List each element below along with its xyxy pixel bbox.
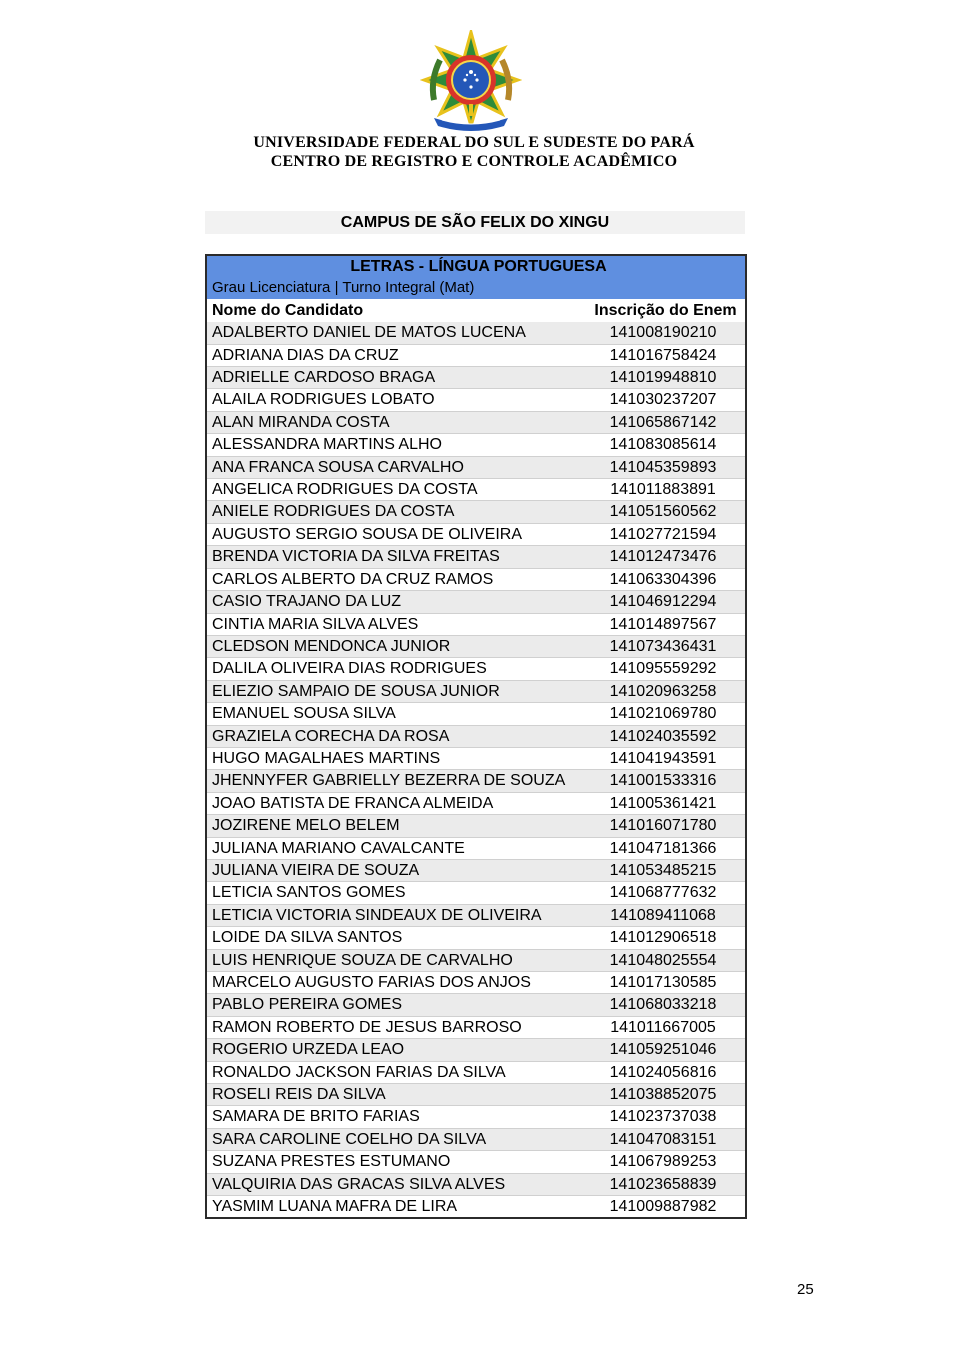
- table-row: [206, 344, 746, 366]
- table-header-row: [206, 299, 746, 321]
- candidate-enem-number: 141016758424: [581, 344, 746, 366]
- candidate-name: CINTIA MARIA SILVA ALVES: [206, 613, 581, 635]
- candidate-name: ALAILA RODRIGUES LOBATO: [206, 389, 581, 411]
- candidate-enem-number: 141047083151: [581, 1128, 746, 1150]
- candidate-enem-number: 141030237207: [581, 389, 746, 411]
- candidate-name: RAMON ROBERTO DE JESUS BARROSO: [206, 1016, 581, 1038]
- table-row: [206, 994, 746, 1016]
- course-grade: Grau Licenciatura | Turno Integral (Mat): [206, 277, 746, 299]
- candidate-enem-number: 141063304396: [581, 568, 746, 590]
- university-name: UNIVERSIDADE FEDERAL DO SUL E SUDESTE DO PARÁ: [253, 134, 695, 151]
- candidate-name: ELIEZIO SAMPAIO DE SOUSA JUNIOR: [206, 680, 581, 702]
- candidate-name: BRENDA VICTORIA DA SILVA FREITAS: [206, 546, 581, 568]
- candidate-enem-number: 141008190210: [581, 322, 746, 344]
- candidate-enem-number: 141041943591: [581, 747, 746, 769]
- table-row: [206, 815, 746, 837]
- candidate-name: GRAZIELA CORECHA DA ROSA: [206, 725, 581, 747]
- table-row: [206, 635, 746, 657]
- candidate-name: HUGO MAGALHAES MARTINS: [206, 747, 581, 769]
- candidate-name: ANGELICA RODRIGUES DA COSTA: [206, 479, 581, 501]
- table-row: [206, 882, 746, 904]
- table-row: [206, 546, 746, 568]
- course-title-row: [206, 255, 746, 277]
- candidate-name: JULIANA MARIANO CAVALCANTE: [206, 837, 581, 859]
- table-row: [206, 904, 746, 926]
- table-row: [206, 389, 746, 411]
- candidate-enem-number: 141020963258: [581, 680, 746, 702]
- candidate-enem-number: 141027721594: [581, 523, 746, 545]
- table-row: [206, 1016, 746, 1038]
- column-header-enem: Inscrição do Enem: [581, 299, 746, 321]
- candidate-enem-number: 141016071780: [581, 815, 746, 837]
- candidate-name: LETICIA VICTORIA SINDEAUX DE OLIVEIRA: [206, 904, 581, 926]
- candidate-enem-number: 141051560562: [581, 501, 746, 523]
- candidate-name: YASMIM LUANA MAFRA DE LIRA: [206, 1196, 581, 1219]
- table-row: [206, 1173, 746, 1195]
- candidate-enem-number: 141009887982: [581, 1196, 746, 1219]
- table-row: [206, 411, 746, 433]
- candidate-name: JOAO BATISTA DE FRANCA ALMEIDA: [206, 792, 581, 814]
- table-row: [206, 501, 746, 523]
- candidate-enem-number: 141019948810: [581, 367, 746, 389]
- candidate-name: RONALDO JACKSON FARIAS DA SILVA: [206, 1061, 581, 1083]
- candidate-name: JULIANA VIEIRA DE SOUZA: [206, 859, 581, 881]
- candidate-enem-number: 141048025554: [581, 949, 746, 971]
- candidate-enem-number: 141005361421: [581, 792, 746, 814]
- course-name: LETRAS - LÍNGUA PORTUGUESA: [206, 255, 746, 277]
- table-row: [206, 1039, 746, 1061]
- table-row: [206, 859, 746, 881]
- table-row: [206, 1151, 746, 1173]
- table-row: [206, 703, 746, 725]
- candidate-enem-number: 141024056816: [581, 1061, 746, 1083]
- candidate-enem-number: 141065867142: [581, 411, 746, 433]
- candidate-name: LETICIA SANTOS GOMES: [206, 882, 581, 904]
- candidate-enem-number: 141083085614: [581, 434, 746, 456]
- table-row: [206, 1106, 746, 1128]
- candidate-name: LUIS HENRIQUE SOUZA DE CARVALHO: [206, 949, 581, 971]
- candidate-enem-number: 141089411068: [581, 904, 746, 926]
- candidate-enem-number: 141068033218: [581, 994, 746, 1016]
- candidate-enem-number: 141023658839: [581, 1173, 746, 1195]
- candidate-enem-number: 141014897567: [581, 613, 746, 635]
- candidate-enem-number: 141073436431: [581, 635, 746, 657]
- candidate-name: EMANUEL SOUSA SILVA: [206, 703, 581, 725]
- table-row: [206, 792, 746, 814]
- candidate-enem-number: 141024035592: [581, 725, 746, 747]
- candidate-name: JOZIRENE MELO BELEM: [206, 815, 581, 837]
- candidate-enem-number: 141095559292: [581, 658, 746, 680]
- table-row: [206, 568, 746, 590]
- column-header-name: Nome do Candidato: [206, 299, 581, 321]
- candidate-enem-number: 141017130585: [581, 972, 746, 994]
- candidate-name: CASIO TRAJANO DA LUZ: [206, 591, 581, 613]
- candidate-name: SARA CAROLINE COELHO DA SILVA: [206, 1128, 581, 1150]
- candidates-table: [205, 254, 747, 1219]
- page-number: 25: [797, 1281, 814, 1298]
- candidate-enem-number: 141011667005: [581, 1016, 746, 1038]
- table-row: [206, 1084, 746, 1106]
- table-row: [206, 1061, 746, 1083]
- table-row: [206, 456, 746, 478]
- table-row: [206, 949, 746, 971]
- candidate-name: PABLO PEREIRA GOMES: [206, 994, 581, 1016]
- candidate-name: ADRIELLE CARDOSO BRAGA: [206, 367, 581, 389]
- brazil-coat-of-arms-icon: [420, 30, 522, 134]
- table-row: [206, 1196, 746, 1219]
- table-row: [206, 837, 746, 859]
- candidate-name: CLEDSON MENDONCA JUNIOR: [206, 635, 581, 657]
- table-row: [206, 972, 746, 994]
- candidate-name: AUGUSTO SERGIO SOUSA DE OLIVEIRA: [206, 523, 581, 545]
- table-row: [206, 591, 746, 613]
- candidate-enem-number: 141012473476: [581, 546, 746, 568]
- candidate-name: SUZANA PRESTES ESTUMANO: [206, 1151, 581, 1173]
- candidate-name: ROSELI REIS DA SILVA: [206, 1084, 581, 1106]
- candidate-name: VALQUIRIA DAS GRACAS SILVA ALVES: [206, 1173, 581, 1195]
- candidate-enem-number: 141045359893: [581, 456, 746, 478]
- candidate-name: ALAN MIRANDA COSTA: [206, 411, 581, 433]
- candidate-name: CARLOS ALBERTO DA CRUZ RAMOS: [206, 568, 581, 590]
- table-row: [206, 523, 746, 545]
- candidate-name: ALESSANDRA MARTINS ALHO: [206, 434, 581, 456]
- candidate-name: LOIDE DA SILVA SANTOS: [206, 927, 581, 949]
- candidate-enem-number: 141046912294: [581, 591, 746, 613]
- candidate-enem-number: 141001533316: [581, 770, 746, 792]
- table-row: [206, 434, 746, 456]
- table-row: [206, 927, 746, 949]
- candidate-name: DALILA OLIVEIRA DIAS RODRIGUES: [206, 658, 581, 680]
- candidate-enem-number: 141067989253: [581, 1151, 746, 1173]
- candidate-name: SAMARA DE BRITO FARIAS: [206, 1106, 581, 1128]
- candidate-name: ANIELE RODRIGUES DA COSTA: [206, 501, 581, 523]
- candidate-enem-number: 141038852075: [581, 1084, 746, 1106]
- course-grade-row: [206, 277, 746, 299]
- table-row: [206, 479, 746, 501]
- candidate-enem-number: 141059251046: [581, 1039, 746, 1061]
- candidate-name: ROGERIO URZEDA LEAO: [206, 1039, 581, 1061]
- candidate-enem-number: 141012906518: [581, 927, 746, 949]
- candidate-enem-number: 141053485215: [581, 859, 746, 881]
- candidate-enem-number: 141023737038: [581, 1106, 746, 1128]
- table-row: [206, 658, 746, 680]
- candidate-name: ANA FRANCA SOUSA CARVALHO: [206, 456, 581, 478]
- table-row: [206, 322, 746, 344]
- table-row: [206, 367, 746, 389]
- table-row: [206, 747, 746, 769]
- candidate-enem-number: 141047181366: [581, 837, 746, 859]
- table-row: [206, 680, 746, 702]
- table-row: [206, 613, 746, 635]
- table-row: [206, 1128, 746, 1150]
- candidate-enem-number: 141021069780: [581, 703, 746, 725]
- table-row: [206, 725, 746, 747]
- registry-center-name: CENTRO DE REGISTRO E CONTROLE ACADÊMICO: [270, 153, 678, 170]
- candidate-name: MARCELO AUGUSTO FARIAS DOS ANJOS: [206, 972, 581, 994]
- candidate-enem-number: 141011883891: [581, 479, 746, 501]
- candidate-name: ADALBERTO DANIEL DE MATOS LUCENA: [206, 322, 581, 344]
- candidate-name: JHENNYFER GABRIELLY BEZERRA DE SOUZA: [206, 770, 581, 792]
- table-row: [206, 770, 746, 792]
- candidate-name: ADRIANA DIAS DA CRUZ: [206, 344, 581, 366]
- candidate-enem-number: 141068777632: [581, 882, 746, 904]
- campus-title: CAMPUS DE SÃO FELIX DO XINGU: [205, 211, 745, 234]
